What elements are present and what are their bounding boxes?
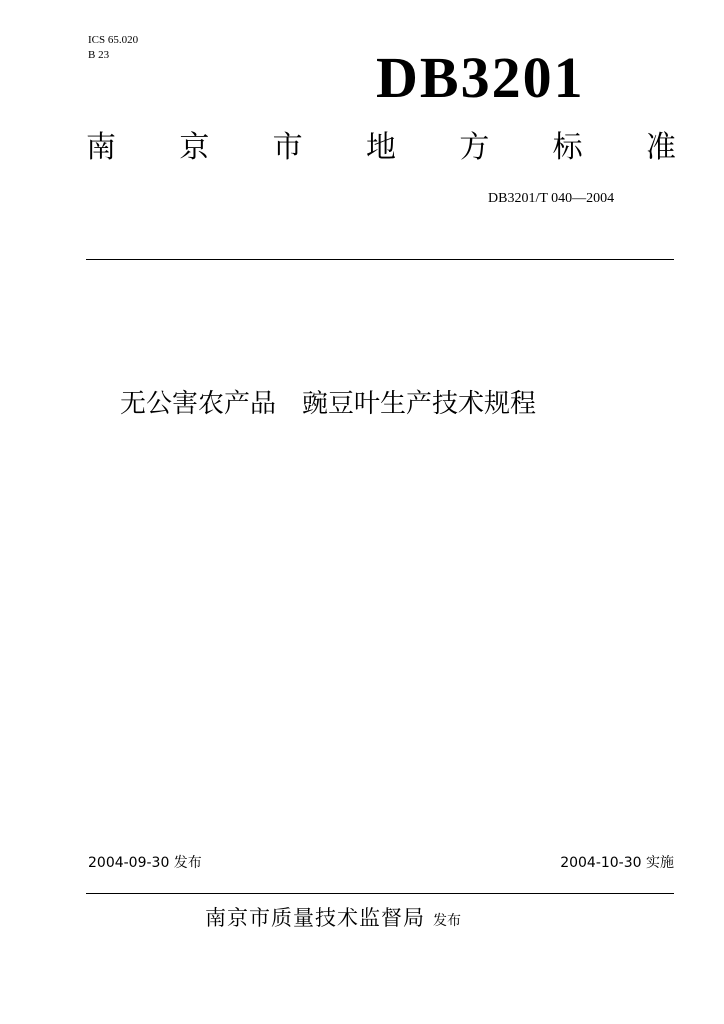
- document-title: 无公害农产品 豌豆叶生产技术规程: [120, 389, 537, 419]
- top-divider: [86, 259, 674, 260]
- local-standard-heading: [86, 128, 676, 168]
- heading-char: 南: [86, 130, 116, 165]
- issuing-authority: 南京市质量技术监督局: [205, 906, 425, 930]
- heading-char: 标: [552, 130, 583, 165]
- heading-char: 方: [459, 130, 490, 165]
- standard-code: DB3201: [376, 45, 585, 110]
- heading-char: 京: [179, 130, 210, 165]
- issuer-line: [205, 904, 461, 935]
- standard-number: DB3201/T 040—2004: [488, 191, 615, 206]
- heading-char: 地: [365, 130, 396, 165]
- classification-code: B 23: [88, 49, 110, 61]
- issue-date: 2004-09-30 发布: [88, 855, 202, 871]
- issue-label: 发布: [433, 913, 461, 929]
- bottom-divider: [86, 893, 674, 894]
- ics-code: ICS 65.020: [88, 34, 139, 46]
- heading-char: 准: [645, 130, 676, 165]
- implementation-date: 2004-10-30 实施: [560, 855, 674, 871]
- heading-char: 市: [272, 130, 303, 165]
